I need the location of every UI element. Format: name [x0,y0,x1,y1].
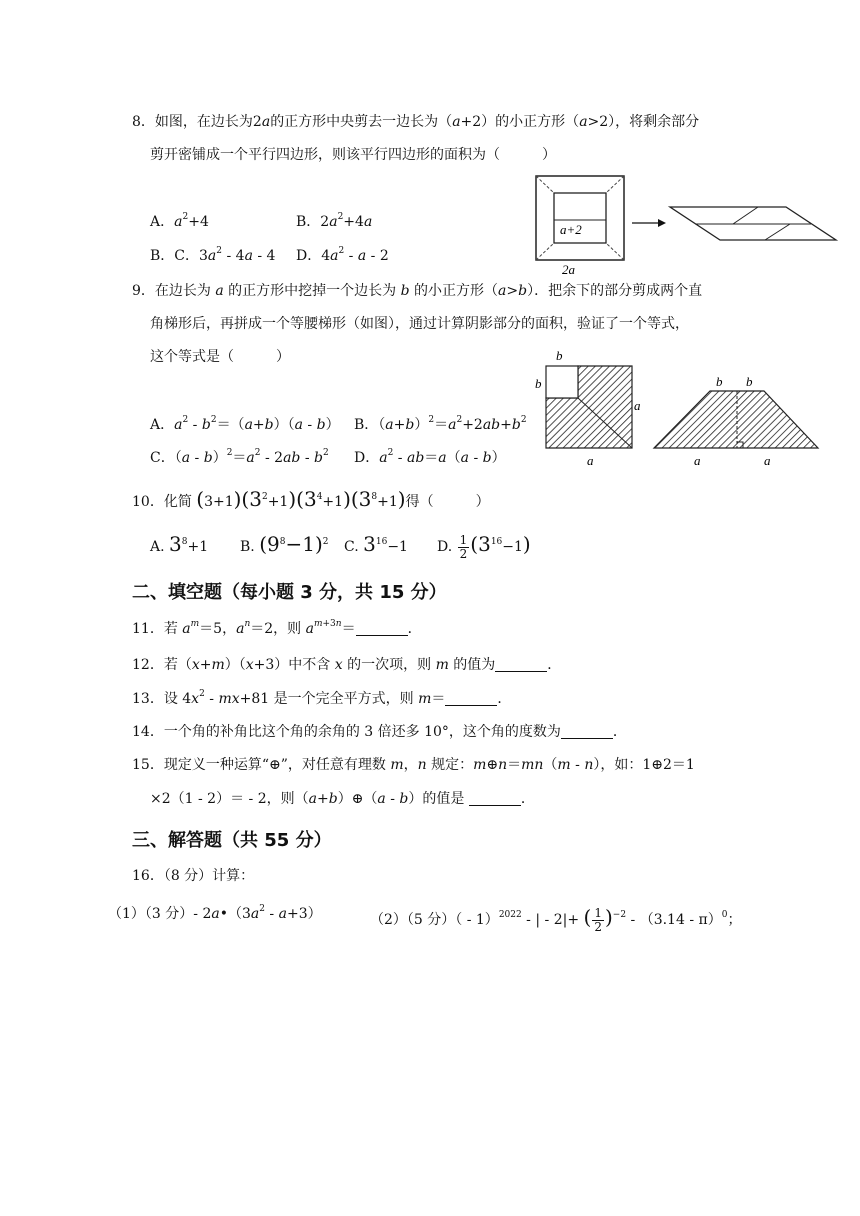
q9-fig-label-b-t1: b [716,374,723,389]
q11: 11．若 $a^m=5$，$a^n=2$，则 $a^{m+3n}=$ ． [132,619,422,637]
q9-figure [530,346,830,468]
q12: 12．若（x+m）（x+3）中不含 x 的一次项，则 m 的值为 ． [132,657,562,673]
q14: 14．一个角的补角比这个角的余角的 3 倍还多 10°，这个角的度数为 ． [132,724,627,740]
q16-part2: （2）（5 分）（ - 1）$^{2022}$ - | - 2|+ ( $\frac{1}{2}$ )$^{-2}$ - （3.14 - π）$^0$； [370,905,742,934]
q8-figure [528,170,840,278]
q9-fig-label-a-b2: a [764,453,771,468]
q9-option-a: A．$a^2 - b^2=(a+b)(a - b)$ [150,415,340,433]
q10-option-a: A. $3^8+1$ [150,532,209,556]
q10-stem: 10．化简 $(3+1)(3^2+1)(3^4+1)(3^8+1)$得（ ） [132,487,490,511]
q9-fig-label-b-t2: b [746,374,753,389]
q8-option-a: A．$a^2+4$ [150,212,209,230]
q9-option-c: C．$(a - b)^2=a^2 - 2ab - b^2$ [150,448,329,466]
q8-fig-inner-label: a+2 [560,222,582,237]
q16-part1: （1）（3 分）- $2a•(3a^2 - a+3)$ [108,904,322,922]
section-fill-in-title: 二、填空题（每小题 3 分，共 15 分） [132,582,447,603]
q9-fig-label-b-left: b [535,376,542,391]
q10-option-c: C. $3^{16}-1$ [344,532,408,556]
q10-option-b: B. $(9^8-1)^2$ [240,532,329,556]
q8-option-c: B．C．$3a^2 - 4a - 4$ [150,246,276,264]
q15-line2: ×2（1 - 2）＝ - 2，则（a+b）⊕（a - b）的值是 ． [150,791,535,807]
q8-stem-line1: 8．如图，在边长为2a的正方形中央剪去一边长为（a+2）的小正方形（a>2），将剩余部分 [132,114,700,130]
q9-option-b: B．$(a+b)^2=a^2+2ab+b^2$ [354,415,527,433]
q16-stem: 16．（8 分）计算： [132,868,255,884]
q9-option-d: D．$a^2 - ab=a(a - b)$ [354,448,506,466]
q10-option-d: D. $\frac{1}{2}$ $(3^{16}-1)$ [437,532,531,561]
q8-option-b: B．$2a^2+4a$ [296,212,373,230]
q9-fig-label-b-top: b [556,348,563,363]
q9-fig-label-a-right: a [634,398,641,413]
q9-stem-line1: 9．在边长为 a 的正方形中挖掉一个边长为 b 的小正方形（a>b）．把余下的部分剪成两个直 [132,283,703,299]
q15-line1: 15．现定义一种运算“⊕”，对任意有理数 m，n 规定：m⊕n＝mn（m - n），如：1⊕2＝1 [132,757,695,773]
q8-option-d: D．$4a^2$ - a - 2 [296,246,389,264]
q8-fig-side-label: 2a [562,262,575,277]
q9-fig-label-a-b1: a [694,453,701,468]
q9-stem-line2: 角梯形后，再拼成一个等腰梯形（如图），通过计算阴影部分的面积，验证了一个等式， [150,316,689,332]
q9-stem-line3: 这个等式是（ ） [150,349,290,365]
q13: 13．设 $4x^2 - mx+81$ 是一个完全平方式，则 m＝ ． [132,689,512,707]
section-answer-title: 三、解答题（共 55 分） [132,830,332,851]
q9-fig-label-a-bottom: a [587,453,594,468]
q8-stem-line2: 剪开密铺成一个平行四边形，则该平行四边形的面积为（ ） [150,147,556,163]
